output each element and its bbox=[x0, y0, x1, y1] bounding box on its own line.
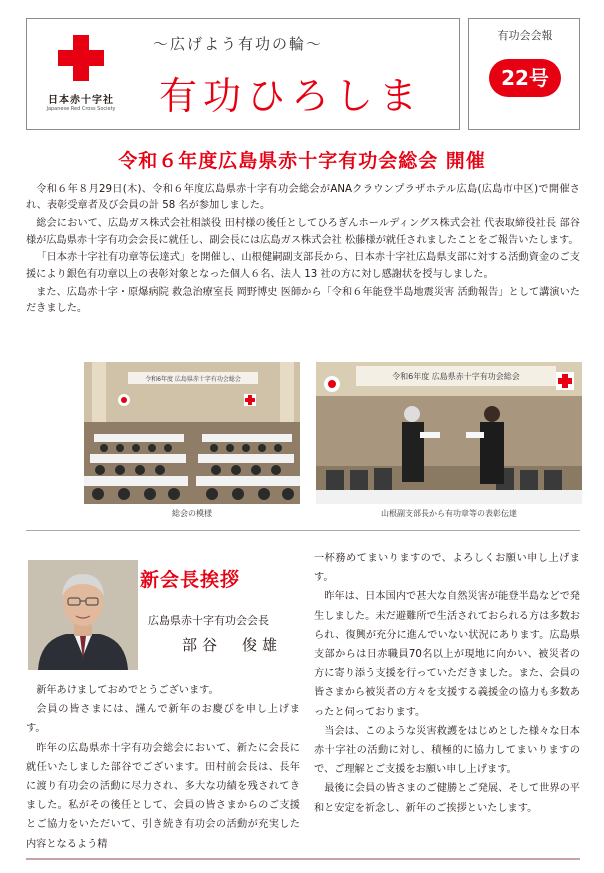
greeting-paragraph: 最後に会員の皆さまのご健勝とご発展、そして世界の平和と安定を祈念し、新年のご挨拶といたします。 bbox=[314, 783, 580, 814]
greeting-left-column bbox=[26, 681, 300, 854]
red-cross-logo bbox=[27, 19, 135, 129]
meeting-photo-caption: 総会の模様 bbox=[172, 509, 212, 518]
article-headline: 令和６年度広島県赤十字有功会総会 開催 bbox=[118, 150, 486, 172]
issue-number-badge: 22号 bbox=[489, 59, 561, 97]
meeting-photo-illustration bbox=[84, 362, 300, 504]
award-photo bbox=[316, 362, 582, 504]
masthead bbox=[26, 18, 460, 130]
tagline: 〜広げよう有功の輪〜 bbox=[153, 35, 324, 53]
award-photo-banner: 令和6年度 広島県赤十字有功会総会 bbox=[392, 372, 520, 381]
article-body bbox=[26, 182, 580, 319]
greeting-title: 新会長挨拶 bbox=[140, 569, 241, 591]
article-paragraph: 「日本赤十字社有功章等伝達式」を開催し、山根健嗣副支部長から、日本赤十字社広島県支部に対する活動資金のご支援により銀色有功章以上の表彰対象となった個人６名、法人 13 社の方に対し感謝状を授与しました。 bbox=[26, 252, 580, 280]
newsletter-title: 有功ひろしま bbox=[159, 74, 424, 118]
greeting-right-column bbox=[314, 549, 580, 818]
portrait-illustration bbox=[28, 560, 138, 670]
logo-org-name-en: Japanese Red Cross Society bbox=[46, 106, 116, 112]
greeting-paragraph: 昨年の広島県赤十字有功会総会において、新たに会長に就任いたしました部谷でございます。田村前会長は、長年に渡り有功会の活動に尽力され、多大な功績を残されてきました。私がその後任として、会員の皆さまからのご支援とご協力をいただいて、引き続き有功会の活動が充実した内容となるよう精 bbox=[26, 742, 300, 850]
article-paragraph: 令和６年８月29日(木)、令和６年度広島県赤十字有功会総会がANAクラウンプラザホテル広島(広島市中区)で開催され、表彰受章者及び会員の計 58 名が参加しました。 bbox=[26, 184, 580, 212]
article-paragraph: 総会において、広島ガス株式会社相談役 田村様の後任としてひろぎんホールディングス株式会社 代表取締役社長 部谷様が広島県赤十字有功会会長に就任し、副会長には広島ガス株式会社 松藤様が就任されましたことをご報告いたします。 bbox=[26, 218, 580, 246]
greeting-paragraph: 昨年は、日本国内で甚大な自然災害が能登半島などで発生しました。未だ避難所で生活されておられる方は多数おられ、復興が充分に進んでいない状況にあります。広島県支部からは日赤職員70名以上が現地に向かい、被災者の方に寄り添う支援を行っていただきました。また、会員の皆さまから被災者の方々を支援する義援金の協力も多数あったと伺っております。 bbox=[314, 591, 580, 718]
greeting-paragraph: 新年あけましておめでとうございます。 bbox=[36, 685, 219, 696]
greeting-org: 広島県赤十字有功会会長 bbox=[148, 614, 269, 627]
issue-label: 有功会会報 bbox=[497, 29, 553, 42]
red-cross-icon bbox=[58, 35, 104, 81]
section-divider bbox=[26, 530, 580, 531]
greeting-paragraph: 会員の皆さまには、謹んで新年のお慶びを申し上げます。 bbox=[26, 704, 300, 735]
footer-rule bbox=[26, 858, 580, 860]
meeting-photo bbox=[84, 362, 300, 504]
logo-org-name: 日本赤十字社 bbox=[48, 95, 114, 106]
meeting-photo-banner: 令和6年度 広島県赤十字有功会総会 bbox=[145, 376, 241, 383]
greeting-paragraph: 一杯務めてまいりますので、よろしくお願い申し上げます。 bbox=[314, 553, 580, 584]
issue-box bbox=[468, 18, 580, 130]
article-paragraph: また、広島赤十字・原爆病院 救急治療室長 岡野博史 医師から「令和６年能登半島地震災害 活動報告」として講演いただきました。 bbox=[26, 286, 580, 315]
award-photo-illustration bbox=[316, 362, 582, 504]
president-portrait bbox=[28, 560, 138, 670]
greeting-name: 部谷 俊雄 bbox=[182, 636, 283, 654]
greeting-paragraph: 当会は、このような災害救護をはじめとした様々な日本赤十字社の活動に対し、積極的に協力してまいりますので、ご理解とご支援をお願い申し上げます。 bbox=[314, 725, 580, 776]
award-photo-caption: 山根副支部長から有功章等の表彰伝達 bbox=[381, 509, 517, 518]
